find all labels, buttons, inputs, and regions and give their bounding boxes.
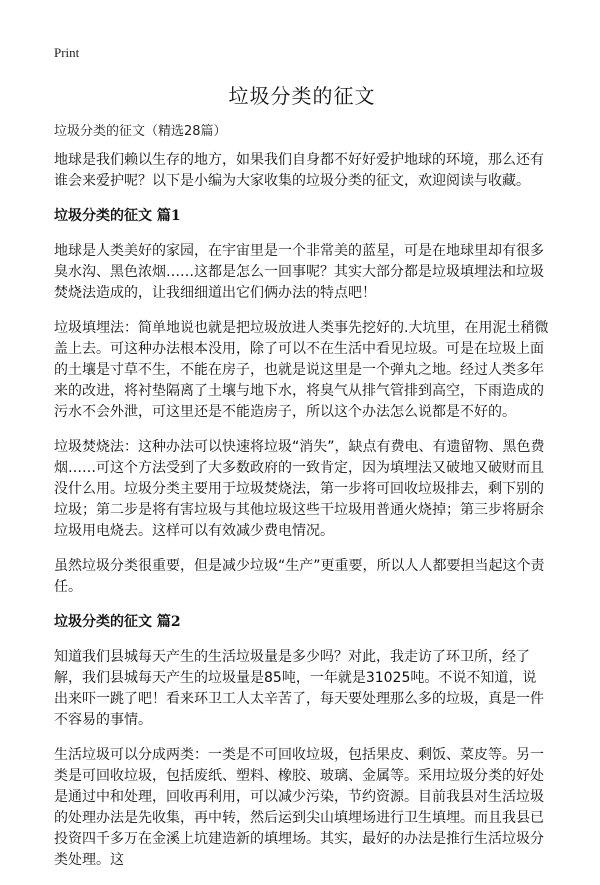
essay-section-1 xyxy=(54,206,550,598)
paragraph: 垃圾填埋法：简单地说也就是把垃圾放进人类事先挖好的.大坑里，在用泥土稍微盖上去。可这种办法根本没用，除了可以不在生活中看见垃圾。可是在垃圾上面的土壤是寸草不生，不能在房子，也就是说这里是一个弹丸之地。经过人类多年来的改进，将衬垫隔离了土壤与地下水，将臭气从排气管排到高空，下雨造成的污水不会外泄，可这里还是不能造房子，所以这个办法怎么说都是不好的。 xyxy=(54,320,549,420)
paragraph: 知道我们县城每天产生的生活垃圾量是多少吗？对此，我走访了环卫所，经了解，我们县城每天产生的垃圾量是85吨，一年就是31025吨。不说不知道，说出来吓一跳了吧！看来环卫工人太辛苦了，每天要处理那么多的垃圾，真是一件不容易的事情。 xyxy=(54,649,544,728)
section-heading: 垃圾分类的征文 篇2 xyxy=(54,614,181,630)
section-heading: 垃圾分类的征文 篇1 xyxy=(54,208,181,224)
paragraph: 虽然垃圾分类很重要，但是减少垃圾“生产”更重要，所以人人都要担当起这个责任。 xyxy=(54,558,545,595)
essay-section-2 xyxy=(54,612,550,871)
paragraph: 生活垃圾可以分成两类：一类是不可回收垃圾，包括果皮、剩饭、菜皮等。另一类是可回收垃圾，包括废纸、塑料、橡胶、玻璃、金属等。采用垃圾分类的好处是通过中和处理，回收再利用，可以减少污染，节约资源。目前我县对生活垃圾的处理办法是先收集，再中转，然后运到尖山填埋场进行卫生填埋。而且我县已投资四千多万在金溪上坑建造新的填埋场。其实，最好的办法是推行生活垃圾分类处理。这 xyxy=(54,747,544,868)
document-subtitle: 垃圾分类的征文（精选28篇） xyxy=(54,124,227,139)
intro-paragraph: 地球是我们赖以生存的地方，如果我们自身都不好好爱护地球的环境，那么还有谁会来爱护呢？以下是小编为大家收集的垃圾分类的征文，欢迎阅读与收藏。 xyxy=(54,152,544,189)
paragraph: 地球是人类美好的家园，在宇宙里是一个非常美的蓝星，可是在地球里却有很多臭水沟、黑色浓烟……这都是怎么一回事呢？其实大部分都是垃圾填埋法和垃圾焚烧法造成的，让我细细道出它们俩办法的特点吧！ xyxy=(54,243,544,301)
document-body xyxy=(54,150,550,885)
print-label: Print xyxy=(54,45,80,60)
paragraph: 垃圾焚烧法：这种办法可以快速将垃圾“消失”，缺点有费电、有遗留物、黑色费烟……可这个方法受到了大多数政府的一致肯定，因为填埋法又破地又破财而且没什么用。垃圾分类主要用于垃圾焚烧法，第一步将可回收垃圾排去，剩下别的垃圾；第二步是将有害垃圾与其他垃圾这些干垃圾用普通火烧掉；第三步将厨余垃圾用电烧去。这样可以有效减少费电情况。 xyxy=(54,439,545,539)
page-title: 垃圾分类的征文 xyxy=(228,84,376,108)
